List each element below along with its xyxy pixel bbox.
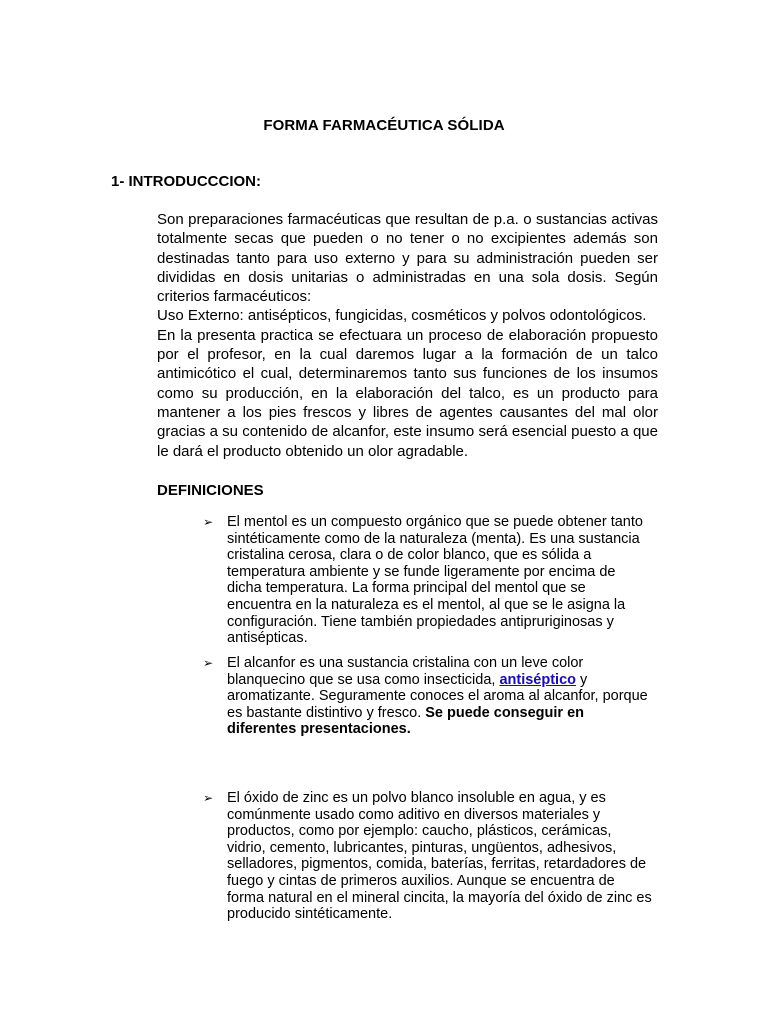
alcanfor-text-part1: El alcanfor es una sustancia cristalina con un leve color blanquecino que se usa como insecticida,: [227, 655, 584, 688]
definition-item-zinc: [203, 790, 653, 923]
definitions-heading: DEFINICIONES: [157, 482, 264, 499]
alcanfor-text-part2: y aromatizante. Seguramente conoces el aroma al alcanfor, porque es bastante distintivo y fresco.: [227, 671, 648, 721]
bullet-arrow-icon: ➢: [203, 515, 214, 529]
uso-externo-line: Uso Externo: antisépticos, fungicidas, cosméticos y polvos odontológicos.: [157, 307, 647, 325]
bullet-arrow-icon: ➢: [203, 791, 214, 805]
document-title: FORMA FARMACÉUTICA SÓLIDA: [263, 117, 505, 134]
zinc-text: El óxido de zinc es un polvo blanco insoluble en agua, y es comúnmente usado como aditivo en diversos materiales y productos, como por ejemplo: caucho, plásticos, cerámicas, vidrio, cemento, lubricantes, pinturas, ungüentos, adhesivos, selladores, pigmentos, comida, baterías, ferritas, retardadores de fuego y cintas de primeros auxilios. Aunque se encuentra de forma natural en el mineral cincita, la mayoría del óxido de zinc es producido sintéticamente.: [227, 790, 652, 923]
intro-paragraph: Son preparaciones farmacéuticas que resultan de p.a. o sustancias activas totalmente secas que pueden o no tener o no excipientes además son destinadas tanto para uso externo y para su administración pueden ser divididas en dosis unitarias o administradas en una sola dosis. Según criterios farmacéuticos:: [157, 211, 658, 306]
alcanfor-bold-text: Se puede conseguir en diferentes presentaciones.: [227, 704, 585, 738]
section-heading-introduction: 1- INTRODUCCCION:: [111, 173, 261, 190]
bullet-arrow-icon: ➢: [203, 656, 214, 670]
antiseptico-link[interactable]: antiséptico: [499, 671, 576, 688]
definition-item-alcanfor: [203, 655, 653, 738]
introduction-body: [157, 210, 658, 461]
definition-item-mentol: [203, 514, 653, 647]
mentol-text: El mentol es un compuesto orgánico que se puede obtener tanto sintéticamente como de la naturaleza (menta). Es una sustancia cristalina cerosa, clara o de color blanco, que es sólida a temperatura ambiente y se funde ligeramente por encima de dicha temperatura. La forma principal del mentol que se encuentra en la naturaleza es el mentol, al que se le asigna la configuración. Tiene también propiedades antipruriginosas y antisépticas.: [227, 514, 643, 647]
alcanfor-text: [227, 655, 653, 738]
practice-paragraph: En la presenta practica se efectuara un proceso de elaboración propuesto por el profesor, en la cual daremos lugar a la formación de un talco antimicótico el cual, determinaremos tanto sus funciones de los insumos como su producción, en la elaboración del talco, es un producto para mantener a los pies frescos y libres de agentes causantes del mal olor gracias a su contenido de alcanfor, este insumo será esencial puesto a que le dará el producto obtenido un olor agradable.: [157, 326, 658, 460]
